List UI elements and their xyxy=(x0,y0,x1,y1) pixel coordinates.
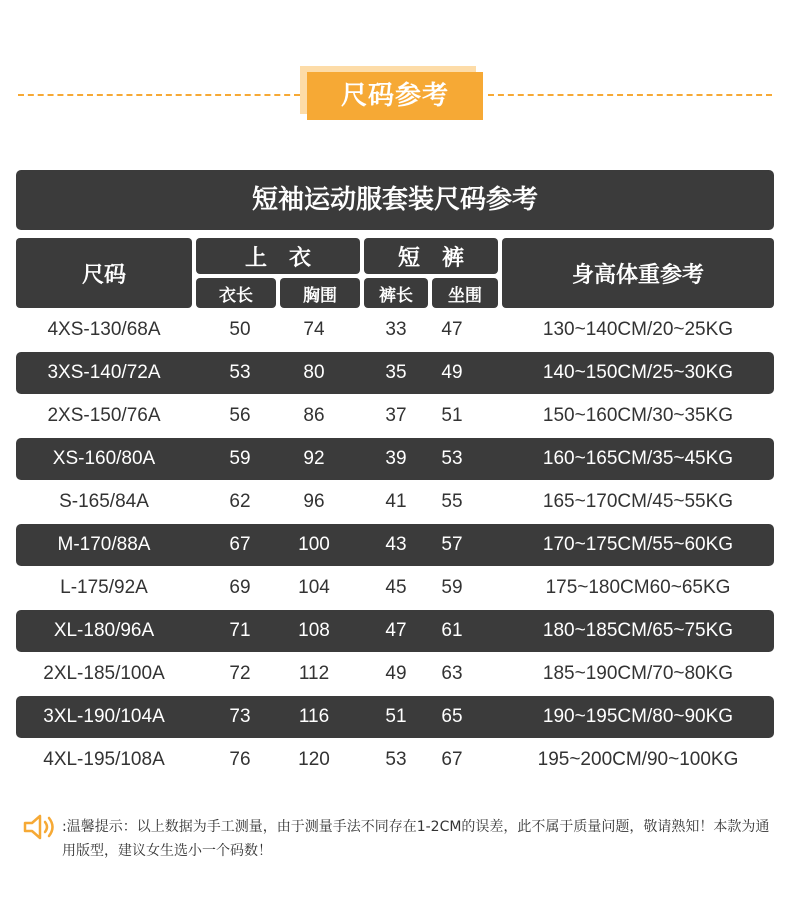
cell-hip: 59 xyxy=(441,577,463,598)
header-chest: 胸围 xyxy=(280,278,360,308)
cell-pant-length: 45 xyxy=(385,577,407,598)
header-size: 尺码 xyxy=(16,238,192,308)
cell-chest: 116 xyxy=(298,706,330,727)
cell-pant-length: 53 xyxy=(385,749,407,770)
cell-top-length: 59 xyxy=(229,448,251,469)
cell-top-length: 53 xyxy=(229,362,251,383)
table-row xyxy=(16,438,774,480)
cell-pant-length: 43 xyxy=(385,534,407,555)
divider-left xyxy=(18,94,300,96)
cell-body-ref: 170~175CM/55~60KG xyxy=(542,534,734,555)
cell-hip: 55 xyxy=(441,491,463,512)
cell-body-ref: 165~170CM/45~55KG xyxy=(542,491,734,512)
cell-top-length: 73 xyxy=(229,706,251,727)
cell-chest: 104 xyxy=(298,577,330,598)
header-pant-length: 裤长 xyxy=(364,278,428,308)
cell-body-ref: 130~140CM/20~25KG xyxy=(542,319,734,340)
table-row xyxy=(16,352,774,394)
cell-chest: 100 xyxy=(298,534,330,555)
header-top-length: 衣长 xyxy=(196,278,276,308)
cell-top-length: 76 xyxy=(229,749,251,770)
cell-chest: 96 xyxy=(303,491,325,512)
table-row xyxy=(16,524,774,566)
cell-size: S-165/84A xyxy=(59,491,149,512)
cell-pant-length: 41 xyxy=(385,491,407,512)
cell-pant-length: 33 xyxy=(385,319,407,340)
cell-size: L-175/92A xyxy=(60,577,148,598)
cell-pant-length: 51 xyxy=(385,706,407,727)
cell-hip: 63 xyxy=(441,663,463,684)
cell-pant-length: 37 xyxy=(385,405,407,426)
cell-body-ref: 160~165CM/35~45KG xyxy=(542,448,734,469)
cell-body-ref: 190~195CM/80~90KG xyxy=(542,706,734,727)
speaker-icon xyxy=(22,812,58,842)
cell-pant-length: 35 xyxy=(385,362,407,383)
cell-size: M-170/88A xyxy=(57,534,151,555)
divider-right xyxy=(488,94,772,96)
cell-size: 3XS-140/72A xyxy=(47,362,161,383)
cell-size: XL-180/96A xyxy=(53,620,155,641)
cell-chest: 92 xyxy=(303,448,325,469)
table-row xyxy=(16,653,774,695)
header-shorts: 短 裤 xyxy=(364,238,498,274)
cell-body-ref: 150~160CM/30~35KG xyxy=(542,405,734,426)
cell-size: 3XL-190/104A xyxy=(43,706,165,727)
cell-hip: 65 xyxy=(441,706,463,727)
cell-top-length: 56 xyxy=(229,405,251,426)
cell-size: 4XS-130/68A xyxy=(47,319,161,340)
header-hip: 坐围 xyxy=(432,278,498,308)
cell-chest: 120 xyxy=(298,749,330,770)
cell-top-length: 62 xyxy=(229,491,251,512)
cell-size: 2XS-150/76A xyxy=(47,405,161,426)
cell-hip: 67 xyxy=(441,749,463,770)
cell-top-length: 50 xyxy=(229,319,251,340)
cell-pant-length: 49 xyxy=(385,663,407,684)
cell-size: 2XL-185/100A xyxy=(43,663,165,684)
cell-body-ref: 175~180CM60~65KG xyxy=(545,577,731,598)
cell-hip: 57 xyxy=(441,534,463,555)
cell-chest: 74 xyxy=(303,319,325,340)
cell-body-ref: 180~185CM/65~75KG xyxy=(542,620,734,641)
cell-size: XS-160/80A xyxy=(52,448,156,469)
cell-top-length: 71 xyxy=(229,620,251,641)
cell-chest: 108 xyxy=(298,620,330,641)
cell-hip: 47 xyxy=(441,319,463,340)
cell-chest: 112 xyxy=(298,663,330,684)
section-badge: 尺码参考 xyxy=(307,72,483,120)
cell-top-length: 72 xyxy=(229,663,251,684)
cell-pant-length: 39 xyxy=(385,448,407,469)
table-row xyxy=(16,739,774,781)
table-row xyxy=(16,696,774,738)
table-row xyxy=(16,481,774,523)
cell-hip: 61 xyxy=(441,620,463,641)
cell-chest: 80 xyxy=(303,362,325,383)
header-body-ref: 身高体重参考 xyxy=(502,238,774,308)
cell-top-length: 69 xyxy=(229,577,251,598)
cell-body-ref: 195~200CM/90~100KG xyxy=(537,749,739,770)
cell-hip: 49 xyxy=(441,362,463,383)
table-row xyxy=(16,395,774,437)
table-row xyxy=(16,610,774,652)
header-top: 上 衣 xyxy=(196,238,360,274)
cell-size: 4XL-195/108A xyxy=(43,749,165,770)
cell-body-ref: 185~190CM/70~80KG xyxy=(542,663,734,684)
table-row xyxy=(16,309,774,351)
cell-hip: 53 xyxy=(441,448,463,469)
table-title: 短袖运动服套装尺码参考 xyxy=(16,170,774,230)
cell-body-ref: 140~150CM/25~30KG xyxy=(542,362,734,383)
cell-chest: 86 xyxy=(303,405,325,426)
cell-top-length: 67 xyxy=(229,534,251,555)
cell-pant-length: 47 xyxy=(385,620,407,641)
table-row xyxy=(16,567,774,609)
cell-hip: 51 xyxy=(441,405,463,426)
notice-text: :温馨提示：以上数据为手工测量，由于测量手法不同存在1-2CM的误差，此不属于质量问题，敬请熟知！本款为通用版型，建议女生选小一个码数！ xyxy=(62,819,770,859)
